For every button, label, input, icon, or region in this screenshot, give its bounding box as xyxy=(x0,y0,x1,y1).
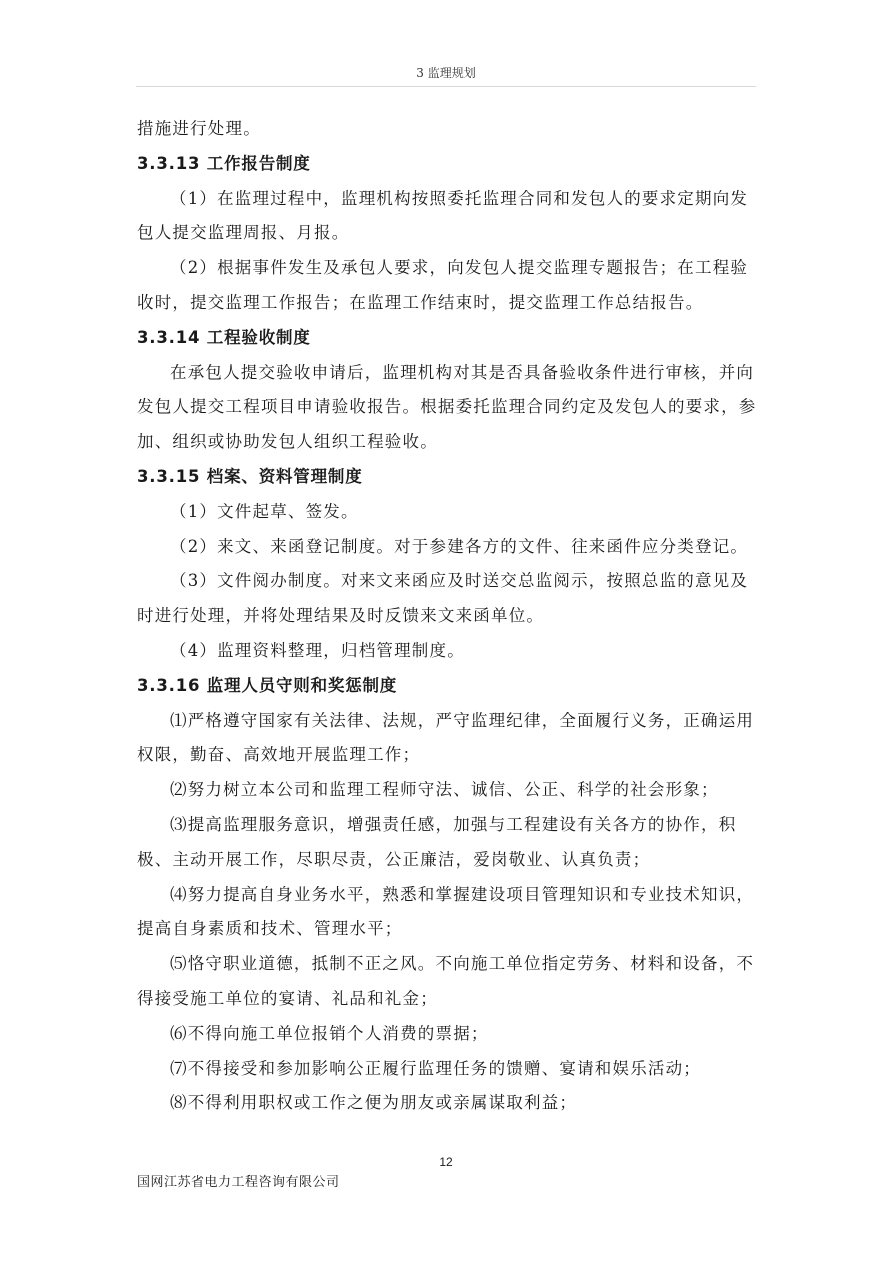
paragraph: ⑺不得接受和参加影响公正履行监理任务的馈赠、宴请和娱乐活动； xyxy=(170,1058,701,1078)
page-header: 3 监理规划 xyxy=(416,66,476,80)
section-heading: 3.3.16 监理人员守则和奖惩制度 xyxy=(137,675,398,695)
paragraph: （2）根据事件发生及承包人要求，向发包人提交监理专题报告；在工程验收时，提交监理工作报告；在监理工作结束时，提交监理工作总结报告。 xyxy=(137,258,749,312)
section-heading: 3.3.15 档案、资料管理制度 xyxy=(137,466,363,486)
paragraph: ⑴严格遵守国家有关法律、法规，严守监理纪律，全面履行义务，正确运用权限，勤奋、高效地开展监理工作； xyxy=(137,710,755,765)
paragraph: （1）文件起草、签发。 xyxy=(170,501,359,521)
footer-company: 国网江苏省电力工程咨询有限公司 xyxy=(137,1175,340,1190)
paragraph: ⑶提高监理服务意识，增强责任感，加强与工程建设有关各方的协作，积极、主动开展工作，尽职尽责，公正廉洁，爱岗敬业、认真负责； xyxy=(137,814,737,869)
paragraph: （3）文件阅办制度。对来文来函应及时送交总监阅示，按照总监的意见及时进行处理，并将处理结果及时反馈来文来函单位。 xyxy=(137,571,749,626)
paragraph: ⑵努力树立本公司和监理工程师守法、诚信、公正、科学的社会形象； xyxy=(170,780,719,800)
header-divider xyxy=(136,86,756,87)
paragraph: （4）监理资料整理，归档管理制度。 xyxy=(170,640,465,660)
paragraph: （2）来文、来函登记制度。对于参建各方的文件、往来函件应分类登记。 xyxy=(170,536,749,556)
document-body xyxy=(137,112,757,1121)
paragraph: ⑻不得利用职权或工作之便为朋友或亲属谋取利益； xyxy=(170,1093,578,1113)
paragraph: ⑹不得向施工单位报销个人消费的票据； xyxy=(170,1023,489,1043)
paragraph: （1）在监理过程中，监理机构按照委托监理合同和发包人的要求定期向发包人提交监理周报、月报。 xyxy=(137,188,749,243)
paragraph: ⑷努力提高自身业务水平，熟悉和掌握建设项目管理知识和专业技术知识，提高自身素质和技术、管理水平； xyxy=(137,884,755,939)
page-number: 12 xyxy=(439,1155,453,1169)
paragraph: ⑸恪守职业道德，抵制不正之风。不向施工单位指定劳务、材料和设备，不得接受施工单位的宴请、礼品和礼金； xyxy=(137,954,755,1008)
paragraph: 在承包人提交验收申请后，监理机构对其是否具备验收条件进行审核，并向发包人提交工程项目申请验收报告。根据委托监理合同约定及发包人的要求，参加、组织或协助发包人组织工程验收。 xyxy=(137,362,757,452)
section-heading: 3.3.14 工程验收制度 xyxy=(137,327,311,347)
section-heading: 3.3.13 工作报告制度 xyxy=(137,153,311,173)
paragraph: 措施进行处理。 xyxy=(137,119,261,138)
